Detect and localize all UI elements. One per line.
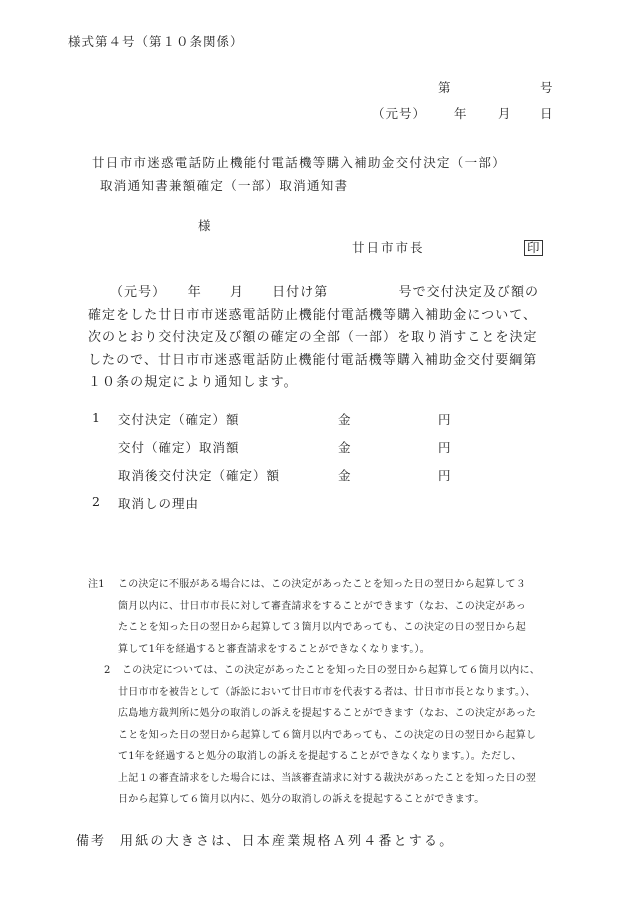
body-paragraph	[88, 282, 558, 395]
body-line: したので、廿日市市迷惑電話防止機能付電話機等購入補助金交付要綱第	[88, 352, 538, 368]
number-suffix: 号	[540, 80, 554, 95]
item-label-decision: 交付決定（確定）額	[118, 412, 240, 427]
seal-mark	[524, 237, 543, 256]
note-line: 箇月以内に、廿日市市長に対して審査請求をすることができます（なお、この決定があっ	[118, 600, 526, 612]
body-line: 次のとおり交付決定及び額の確定の全部（一部）を取り消すことを決定	[88, 330, 538, 345]
note-1-prefix: 注1	[88, 579, 105, 590]
note-line: ことを知った日の翌日から起算して６箇月以内であっても、この決定の日の翌日から起算し	[118, 729, 537, 741]
note-line: この決定については、この決定があったことを知った日の翌日から起算して６箇月以内に、	[122, 665, 540, 676]
item-label-after: 取消後交付決定（確定）額	[118, 468, 281, 483]
item-kin: 金	[338, 412, 352, 427]
reason-label: 取消しの理由	[118, 496, 200, 511]
body-line: １０条の規定により通知します。	[88, 375, 298, 390]
note-line: 上記１の審査請求をした場合には、当該審査請求に対する裁決があったことを知った日の翌	[118, 772, 537, 784]
form-label: 様式第４号（第１０条関係）	[68, 34, 244, 49]
note-line: 算して1年を経過すると審査請求をすることができなくなります。）。	[118, 643, 430, 655]
reason-number: 2	[92, 494, 101, 509]
item-kin: 金	[338, 468, 352, 483]
remarks-text: 用紙の大きさは、日本産業規格Ａ列４番とする。	[120, 834, 455, 849]
date-day: 日	[540, 106, 554, 121]
note-line: たことを知った日の翌日から起算して３箇月以内であっても、この決定の日の翌日から起	[118, 622, 526, 633]
item-yen: 円	[438, 468, 452, 483]
note-line: 広島地方裁判所に処分の取消しの訴えを提起することができます（なお、この決定があった	[118, 708, 537, 719]
issuer-name: 廿日市市長	[352, 240, 425, 255]
note-2	[118, 660, 540, 811]
date-era: （元号）	[372, 106, 427, 121]
note-line: て1年を経過すると処分の取消しの訴えを提起することができなくなります。）。ただし、	[118, 751, 522, 762]
note-line: この決定に不服がある場合には、この決定があったことを知った日の翌日から起算して３	[118, 579, 526, 590]
item-number-1: 1	[92, 410, 101, 425]
date-month: 月	[498, 106, 512, 121]
item-yen: 円	[438, 440, 452, 455]
item-kin: 金	[338, 440, 352, 455]
item-label-cancelled: 交付（確定）取消額	[118, 440, 240, 455]
addressee-honorific: 様	[198, 218, 212, 233]
seal-text: 印	[524, 240, 543, 256]
date-year: 年	[454, 106, 468, 121]
note-1	[118, 574, 526, 660]
item-yen: 円	[438, 412, 452, 427]
title-line-1: 廿日市市迷惑電話防止機能付電話機等購入補助金交付決定（一部）	[92, 155, 507, 170]
body-line: 確定をした廿日市市迷惑電話防止機能付電話機等購入補助金について、	[88, 307, 538, 323]
remarks-label: 備考	[76, 834, 107, 849]
number-prefix: 第	[438, 80, 452, 95]
body-line: （元号） 年 月 日付け第 号で交付決定及び額の	[110, 285, 540, 300]
note-line: 廿日市市を被告として（訴訟において廿日市市を代表する者は、廿日市市長となります。）、	[118, 686, 536, 698]
note-line: 日から起算して６箇月以内に、処分の取消しの訴えを提起することができます。	[118, 794, 485, 805]
title-line-2: 取消通知書兼額確定（一部）取消通知書	[100, 178, 349, 193]
note-2-prefix: 2	[104, 665, 111, 676]
